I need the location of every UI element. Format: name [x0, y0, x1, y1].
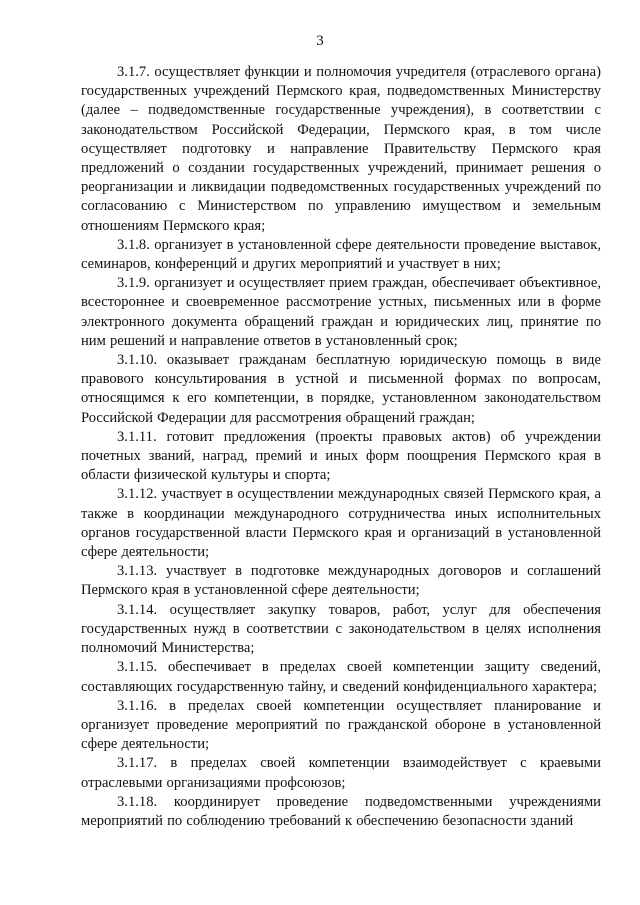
paragraph-3-1-8: 3.1.8. организует в установленной сфере деятельности проведение выставок, семинаров, конференций и других мероприятий и участвует в них;: [81, 236, 601, 273]
paragraph-3-1-10: 3.1.10. оказывает гражданам бесплатную юридическую помощь в виде правового консультирования в устной и письменной формах по вопросам, относящимся к его компетенции, в порядке, установленном законодательством Российской Федерации для рассмотрения обращений граждан;: [81, 352, 601, 426]
paragraph-3-1-11: 3.1.11. готовит предложения (проекты правовых актов) об учреждении почетных званий, наград, премий и иных форм поощрения Пермского края в области физической культуры и спорта;: [81, 428, 601, 484]
paragraph-3-1-12: 3.1.12. участвует в осуществлении международных связей Пермского края, а также в координации международного сотрудничества иных исполнительных органов государственной власти Пермского края и организаций в установленной сфере деятельности;: [81, 486, 601, 561]
paragraph-3-1-9: 3.1.9. организует и осуществляет прием граждан, обеспечивает объективное, всестороннее и своевременное рассмотрение устных, письменных или в форме электронного документа обращений граждан и юридических лиц, принятие по ним решений и направление ответов в установленный срок;: [81, 275, 601, 349]
paragraph-3-1-18: 3.1.18. координирует проведение подведомственными учреждениями мероприятий по соблюдению требований к обеспечению безопасности зданий: [81, 793, 601, 829]
paragraph-3-1-17: 3.1.17. в пределах своей компетенции взаимодействует с краевыми отраслевыми организациями профсоюзов;: [81, 755, 601, 791]
paragraph-3-1-7: 3.1.7. осуществляет функции и полномочия учредителя (отраслевого органа) государственных учреждений Пермского края, подведомственных Министерству (далее – подведомственные государственные учреждения), в соответствии с законодательством Российской Федерации, Пермского края, в том числе осуществляет подготовку и направление Правительству Пермского края предложений о создании государственных учреждений, принимает решения о реорганизации и ликвидации подведомственных государственных учреждений по согласованию с Министерством по управлению имуществом и земельным отношениям Пермского края;: [81, 64, 601, 234]
page-number: 3: [316, 33, 324, 49]
paragraph-3-1-16: 3.1.16. в пределах своей компетенции осуществляет планирование и организует проведение мероприятий по гражданской обороне в установленной сфере деятельности;: [81, 697, 601, 753]
paragraph-3-1-13: 3.1.13. участвует в подготовке международных договоров и соглашений Пермского края в установленной сфере деятельности;: [81, 563, 601, 599]
paragraph-3-1-15: 3.1.15. обеспечивает в пределах своей компетенции защиту сведений, составляющих государственную тайну, и сведений конфиденциального характера;: [81, 659, 601, 695]
paragraph-3-1-14: 3.1.14. осуществляет закупку товаров, работ, услуг для обеспечения государственных нужд в соответствии с законодательством в целях исполнения полномочий Министерства;: [81, 601, 601, 657]
document-body: [81, 63, 601, 831]
